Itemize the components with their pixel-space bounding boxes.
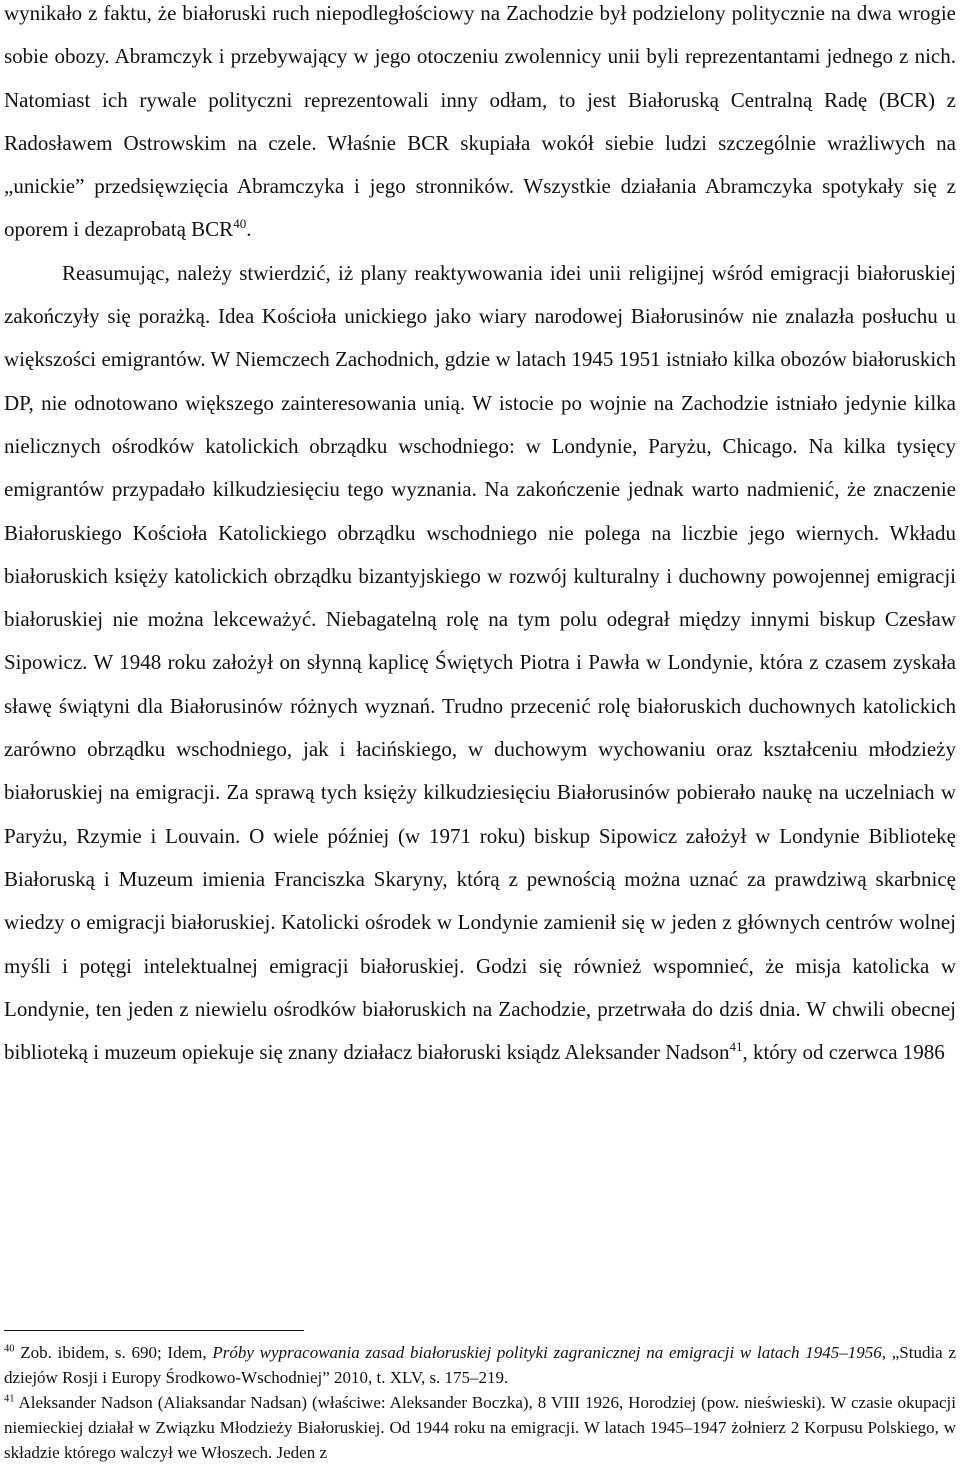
paragraph-1 [4,0,956,252]
footnote-41 [4,1390,956,1465]
main-text [4,0,956,1074]
footnote-separator [4,1330,304,1331]
document-page [4,0,956,1468]
paragraph-1-text: wynikało z faktu, że białoruski ruch niepodległościowy na Zachodzie był podzielony politycznie na dwa wrogie sobie obozy. Abramczyk i przebywający w jego otoczeniu zwolennicy unii byli reprezentantami jednego z nich. Natomiast ich rywale polityczni reprezentowali inny odłam, to jest Białoruską Centralną Radę (BCR) z Radosławem Ostrowskim na czele. Właśnie BCR skupiała wokół siebie ludzi szczególnie wrażliwych na „unickie” przedsięwzięcia Abramczyka i jego stronników. Wszystkie działania Abramczyka spotykały się z oporem i dezaprobatą BCR [4,1,956,242]
footnote-number-40: 40 [4,1343,15,1355]
footnotes [4,1340,956,1465]
footnote-ref-41: 41 [729,1039,743,1055]
paragraph-2-tail: , który od czerwca 1986 [742,1040,945,1065]
paragraph-2 [4,252,956,1075]
footnote-40-text: Zob. ibidem, s. 690; Idem, [14,1343,213,1362]
footnote-40-title: Próby wypracowania zasad białoruskiej polityki zagranicznej na emigracji w latach 1945–1956 [212,1343,882,1362]
footnote-40-source: , „Studia z dziejów Rosji i Europy Środkowo-Wschodniej” 2010, t. XLV, s. 175–219. [4,1343,956,1387]
footnote-number-41: 41 [4,1393,15,1405]
paragraph-2-text: Reasumując, należy stwierdzić, iż plany reaktywowania idei unii religijnej wśród emigracji białoruskiej zakończyły się porażką. Idea Kościoła unickiego jako wiary narodowej Białorusinów nie znalazła posłuchu u większości emigrantów. W Niemczech Zachodnich, gdzie w latach 1945 1951 istniało kilka obozów białoruskich DP, nie odnotowano większego zainteresowania unią. W istocie po wojnie na Zachodzie istniało jedynie kilka nielicznych ośrodków katolickich obrządku wschodniego: w Londynie, Paryżu, Chicago. Na kilka tysięcy emigrantów przypadało kilkudziesięciu tego wyznania. Na zakończenie jednak warto nadmienić, że znaczenie Białoruskiego Kościoła Katolickiego obrządku wschodniego nie polega na liczbie jego wiernych. Wkładu białoruskich księży katolickich obrządku bizantyjskiego w rozwój kulturalny i duchowny powojennej emigracji białoruskiej nie można lekceważyć. Niebagatelną rolę na tym polu odegrał między innymi biskup Czesław Sipowicz. W 1948 roku założył on słynną kaplicę Świętych Piotra i Pawła w Londynie, która z czasem zyskała sławę świątyni dla Białorusinów różnych wyznań. Trudno przecenić rolę białoruskich duchownych katolickich zarówno obrządku wschodniego, jak i łacińskiego, w duchowym wychowaniu oraz kształceniu młodzieży białoruskiej na emigracji. Za sprawą tych księży kilkudziesięciu Białorusinów pobierało naukę na uczelniach w Paryżu, Rzymie i Louvain. O wiele później (w 1971 roku) biskup Sipowicz założył w Londynie Bibliotekę Białoruską i Muzeum imienia Franciszka Skaryny, którą z pewnością można uznać za prawdziwą skarbnicę wiedzy o emigracji białoruskiej. Katolicki ośrodek w Londynie zamienił się w jeden z głównych centrów wolnej myśli i potęgi intelektualnej emigracji białoruskiej. Godzi się również wspomnieć, że misja katolicka w Londynie, ten jeden z niewielu ośrodków białoruskich na Zachodzie, przetrwała do dziś dnia. W chwili obecnej biblioteką i muzeum opiekuje się znany działacz białoruski ksiądz Aleksander Nadson [4,260,956,1065]
footnote-ref-40: 40 [233,216,247,232]
paragraph-1-tail: . [246,217,252,242]
footnote-41-text: Aleksander Nadson (Aliaksandar Nadsan) (właściwe: Aleksander Boczka), 8 VIII 1926, Horodziej (pow. nieświeski). W czasie okupacji niemieckiej działał w Związku Młodzieży Białoruskiej. Od 1944 roku na emigracji. W latach 1945–1947 żołnierz 2 Korpusu Polskiego, w składzie którego walczył we Włoszech. Jeden z [4,1393,956,1462]
footnote-40 [4,1340,956,1390]
